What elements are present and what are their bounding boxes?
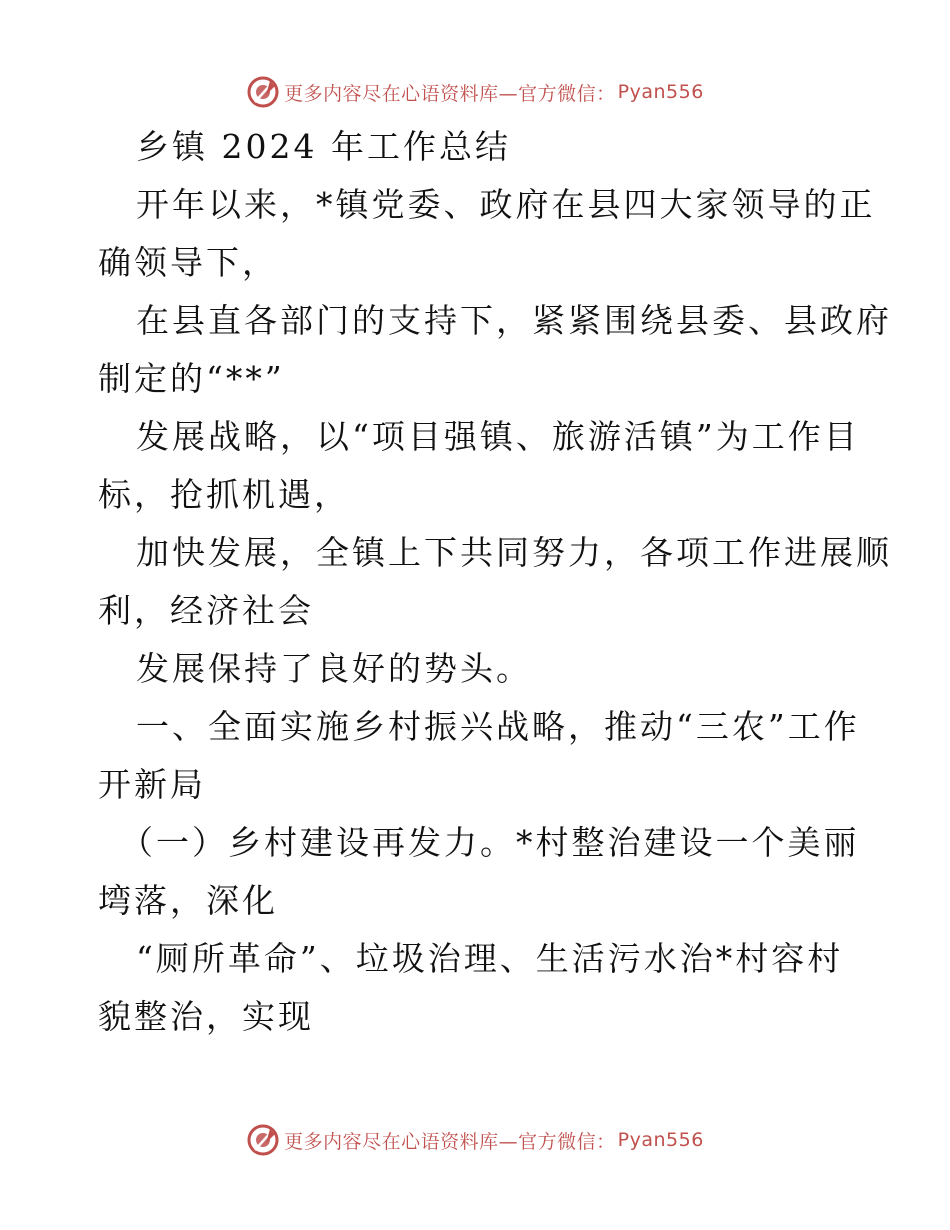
paragraph-line: 加快发展，全镇上下共同努力，各项工作进展顺 xyxy=(136,533,892,572)
pen-logo-icon xyxy=(246,1123,280,1157)
paragraph-line: 塆落，深化 xyxy=(98,881,278,920)
watermark-text: 更多内容尽在心语资料库—官方微信： xyxy=(284,1130,616,1153)
paragraph-line: 在县直各部门的支持下，紧紧围绕县委、县政府 xyxy=(136,301,892,340)
watermark-text: 更多内容尽在心语资料库—官方微信： xyxy=(284,82,616,105)
section-heading-continued: 开新局 xyxy=(98,765,206,804)
watermark-banner-bottom xyxy=(0,1120,950,1160)
watermark-wechat-id: Pyan556 xyxy=(617,81,704,103)
document-title: 乡镇 2024 年工作总结 xyxy=(136,127,511,166)
paragraph-line: 发展战略，以“项目强镇、旅游活镇”为工作目 xyxy=(136,417,860,456)
watermark-wechat-id: Pyan556 xyxy=(617,1129,704,1151)
pen-logo-icon xyxy=(246,75,280,109)
watermark-banner-top xyxy=(0,72,950,112)
paragraph-line: 制定的“**” xyxy=(98,359,285,398)
subsection-line: （一）乡村建设再发力。*村整治建设一个美丽 xyxy=(120,823,860,862)
paragraph-line: “厕所革命”、垃圾治理、生活污水治*村容村 xyxy=(136,939,844,978)
paragraph-line: 开年以来，*镇党委、政府在县四大家领导的正 xyxy=(136,185,876,224)
paragraph-line: 确领导下， xyxy=(98,243,278,282)
paragraph-line: 利，经济社会 xyxy=(98,591,314,630)
paragraph-line: 发展保持了良好的势头。 xyxy=(136,649,532,688)
paragraph-line: 貌整治，实现 xyxy=(98,997,314,1036)
document-body xyxy=(98,118,892,1046)
paragraph-line: 标，抢抓机遇， xyxy=(98,475,350,514)
section-heading: 一、全面实施乡村振兴战略，推动“三农”工作 xyxy=(136,707,860,746)
